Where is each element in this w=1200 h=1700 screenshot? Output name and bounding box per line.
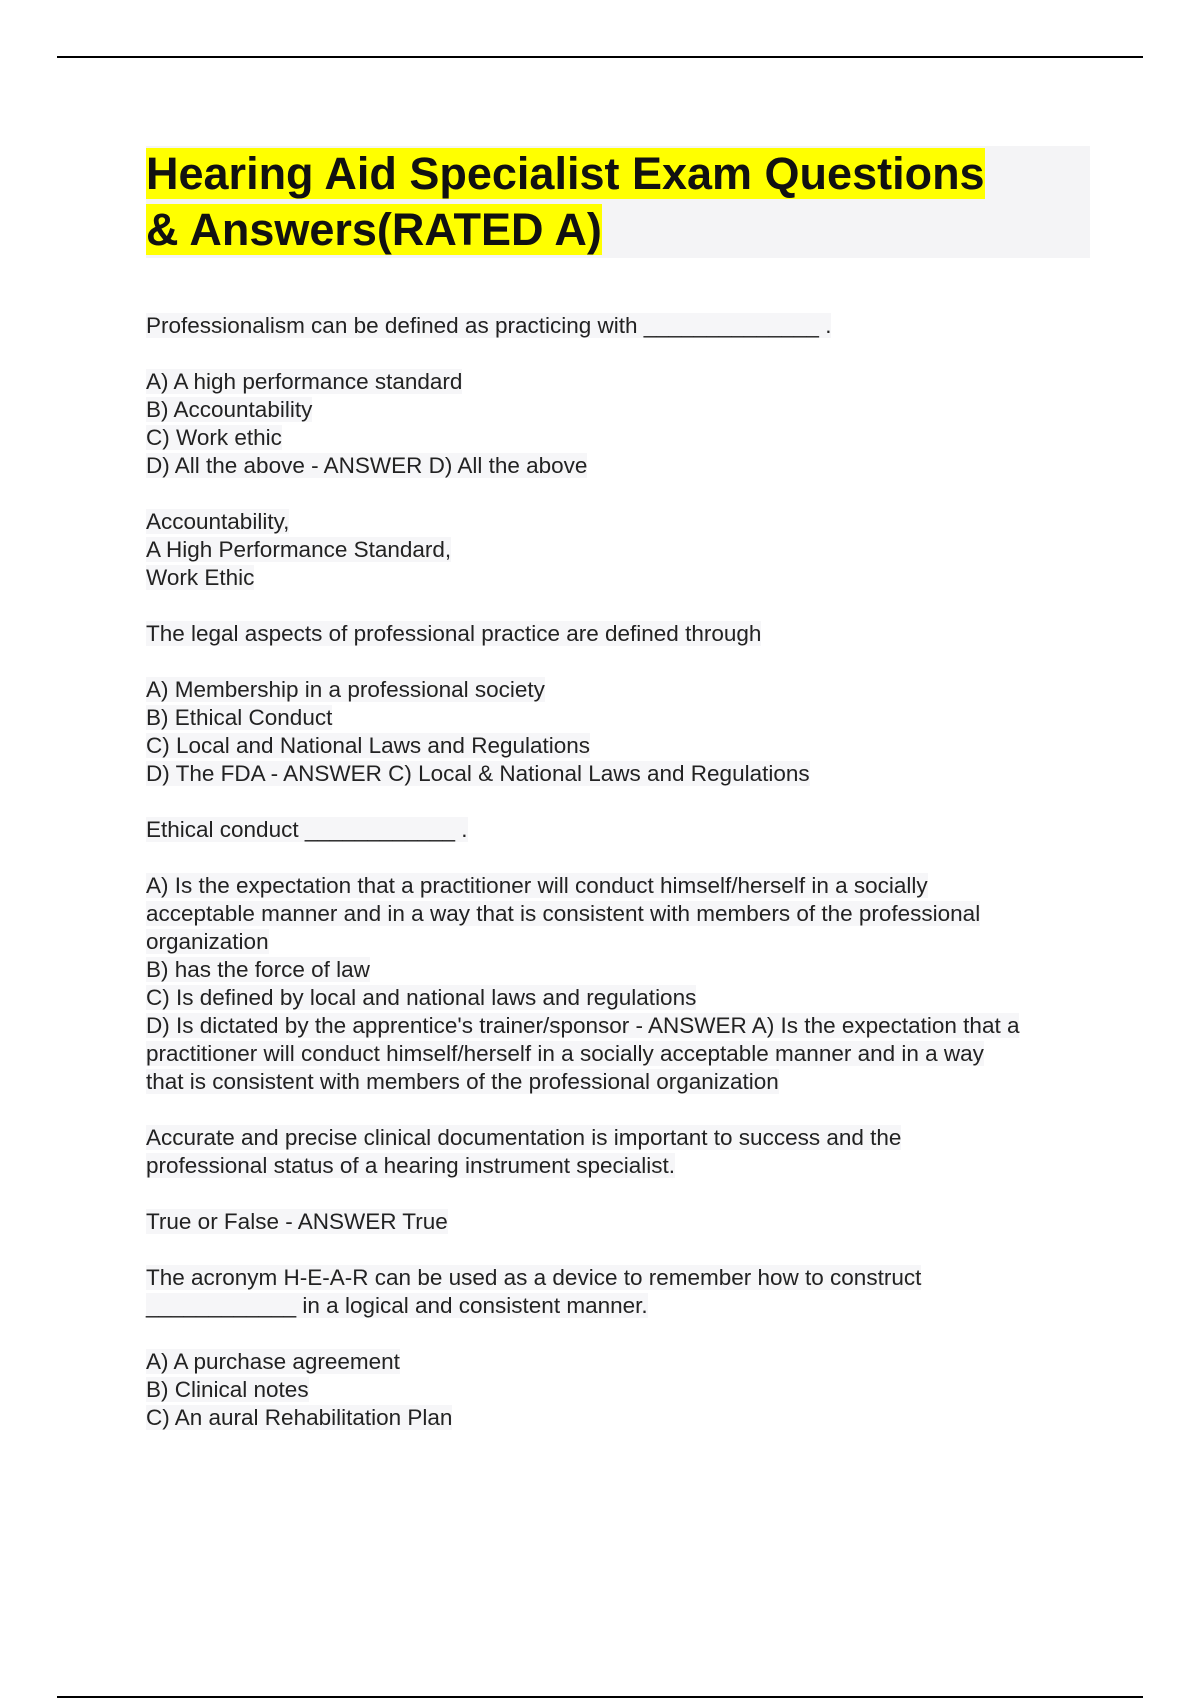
text-line-content: B) Clinical notes xyxy=(146,1377,309,1402)
text-line xyxy=(146,956,1090,984)
title-line-2: & Answers(RATED A) xyxy=(146,204,602,255)
text-line-content: C) Work ethic xyxy=(146,425,282,450)
text-line-content: Ethical conduct ____________ . xyxy=(146,817,468,842)
title-block xyxy=(146,146,1090,258)
text-line-content: True or False - ANSWER True xyxy=(146,1209,448,1234)
text-line xyxy=(146,1404,1090,1432)
text-line xyxy=(146,928,1090,956)
text-line-content: The legal aspects of professional practice are defined through xyxy=(146,621,762,646)
paragraph xyxy=(146,676,1090,788)
text-line-content: A) Is the expectation that a practitioner will conduct himself/herself in a socially xyxy=(146,873,928,898)
text-line-content: A) Membership in a professional society xyxy=(146,677,545,702)
text-line xyxy=(146,396,1090,424)
text-line-content: professional status of a hearing instrument specialist. xyxy=(146,1153,676,1178)
text-line xyxy=(146,732,1090,760)
text-line xyxy=(146,760,1090,788)
text-line-content: The acronym H-E-A-R can be used as a device to remember how to construct xyxy=(146,1265,922,1290)
text-line-content: C) Local and National Laws and Regulations xyxy=(146,733,591,758)
text-line-content: B) Accountability xyxy=(146,397,313,422)
text-line xyxy=(146,872,1090,900)
text-line xyxy=(146,900,1090,928)
text-line xyxy=(146,1264,1090,1292)
text-line-content: Work Ethic xyxy=(146,565,255,590)
text-line xyxy=(146,536,1090,564)
text-line-content: B) has the force of law xyxy=(146,957,370,982)
text-line xyxy=(146,1292,1090,1320)
text-line xyxy=(146,1124,1090,1152)
document-title xyxy=(146,146,1090,258)
text-line xyxy=(146,368,1090,396)
text-line xyxy=(146,312,1090,340)
text-line-content: organization xyxy=(146,929,269,954)
paragraph xyxy=(146,1208,1090,1236)
text-line-content: ____________ in a logical and consistent manner. xyxy=(146,1293,648,1318)
text-line xyxy=(146,424,1090,452)
paragraph xyxy=(146,1264,1090,1320)
paragraph xyxy=(146,620,1090,648)
text-line-content: practitioner will conduct himself/herself in a socially acceptable manner and in a way xyxy=(146,1041,984,1066)
text-line-content: D) The FDA - ANSWER C) Local & National Laws and Regulations xyxy=(146,761,810,786)
text-line xyxy=(146,676,1090,704)
title-line-1: Hearing Aid Specialist Exam Questions xyxy=(146,148,985,199)
text-line xyxy=(146,508,1090,536)
text-line xyxy=(146,1348,1090,1376)
paragraph xyxy=(146,1348,1090,1432)
text-line xyxy=(146,1068,1090,1096)
text-line-content: A) A high performance standard xyxy=(146,369,463,394)
text-line xyxy=(146,1376,1090,1404)
text-line xyxy=(146,564,1090,592)
paragraph xyxy=(146,508,1090,592)
paragraph xyxy=(146,872,1090,1096)
text-line-content: Professionalism can be defined as practicing with ______________ . xyxy=(146,313,832,338)
text-line-content: Accountability, xyxy=(146,509,290,534)
text-line xyxy=(146,452,1090,480)
document-body xyxy=(146,146,1090,1460)
text-line-content: Accurate and precise clinical documentation is important to success and the xyxy=(146,1125,902,1150)
text-line xyxy=(146,704,1090,732)
top-rule xyxy=(57,56,1143,58)
text-line xyxy=(146,816,1090,844)
question-list xyxy=(146,312,1090,1432)
text-line xyxy=(146,620,1090,648)
paragraph xyxy=(146,1124,1090,1180)
text-line-content: that is consistent with members of the professional organization xyxy=(146,1069,779,1094)
text-line xyxy=(146,1040,1090,1068)
text-line-content: C) An aural Rehabilitation Plan xyxy=(146,1405,453,1430)
text-line-content: C) Is defined by local and national laws and regulations xyxy=(146,985,697,1010)
bottom-rule xyxy=(57,1696,1143,1698)
text-line xyxy=(146,984,1090,1012)
text-line-content: A) A purchase agreement xyxy=(146,1349,400,1374)
text-line-content: acceptable manner and in a way that is consistent with members of the professional xyxy=(146,901,981,926)
text-line xyxy=(146,1152,1090,1180)
text-line-content: D) All the above - ANSWER D) All the above xyxy=(146,453,588,478)
text-line xyxy=(146,1208,1090,1236)
text-line-content: B) Ethical Conduct xyxy=(146,705,333,730)
text-line-content: A High Performance Standard, xyxy=(146,537,452,562)
paragraph xyxy=(146,312,1090,340)
paragraph xyxy=(146,816,1090,844)
paragraph xyxy=(146,368,1090,480)
text-line xyxy=(146,1012,1090,1040)
text-line-content: D) Is dictated by the apprentice's trainer/sponsor - ANSWER A) Is the expectation that a xyxy=(146,1013,1020,1038)
